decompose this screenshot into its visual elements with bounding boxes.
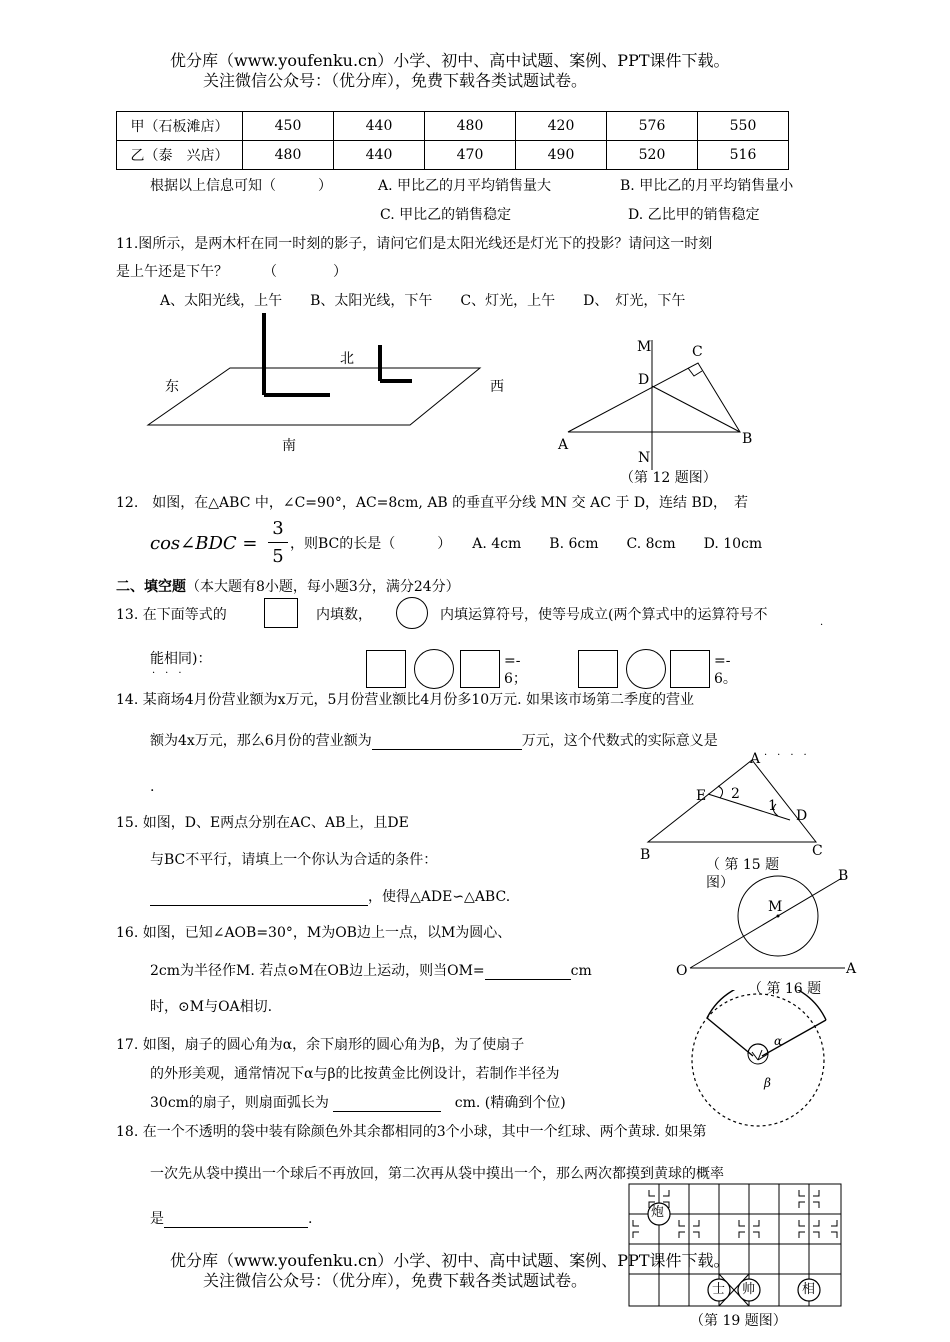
q14-line-2 [150,732,718,750]
q11-options: A、太阳光线，上午 B、太阳光线，下午 C、灯光，上午 D、 灯光，下午 [160,293,686,309]
chess-piece-shi: 士 [712,1282,726,1297]
q10-option-b: B. 甲比乙的月平均销售量小 [620,178,794,194]
q18-line-1: 18. 在一个不透明的袋中装有除颜色外其余都相同的3个小球，其中一个红球、两个黄球. 如果第 [116,1124,707,1140]
q12-line-2: ，则BC的长是（ ） A. 4cm B. 6cm C. 8cm D. 10cm [290,536,763,552]
label-south: 南 [282,438,296,454]
q14-text-b: 万元，这个代数式的实际意义是 [521,733,718,749]
q16-line-3: 时，⊙M与OA相切. [150,999,273,1015]
q12-triangle-figure [560,340,760,470]
q14-line-3: . [150,779,155,795]
number-box-sample [264,598,298,628]
label-m: M [768,899,783,915]
label-angle-2: 2 [731,786,740,802]
table-cell: 490 [516,141,607,170]
q11-line-2: 是上午还是下午？ （ ） [116,264,347,280]
emphasis-dot: · [820,620,824,631]
q18-answer-blank[interactable] [164,1211,308,1228]
fraction-denominator: 5 [272,546,284,567]
sales-table [116,111,789,170]
q16-text-b: cm [570,963,592,979]
q15-triangle-figure [640,758,830,848]
section-2-heading [116,578,460,596]
label-b: B [640,847,651,863]
q14-answer-blank[interactable] [372,733,522,750]
label-d: D [796,808,808,824]
table-cell: 甲（石板滩店） [117,112,243,141]
q13-text-3: 内填运算符号，使等号成立(两个算式中的运算符号不 [440,607,768,623]
table-cell: 576 [607,112,698,141]
label-alpha: α [774,1034,783,1048]
q17-line-2: 的外形美观，通常情况下α与β的比按黄金比例设计，若制作半径为 [150,1066,560,1082]
q15-line-3 [150,888,510,906]
header-line-2: 关注微信公众号：（优分库），免费下载各类试题试卷。 [203,71,588,90]
table-row [117,141,789,170]
eq2-rhs: =- [714,653,731,669]
label-a: A [846,961,857,977]
label-d: D [638,372,650,388]
label-c: C [692,344,703,360]
q15-text: ，使得△ADE∽△ABC. [368,889,511,905]
label-b: B [838,868,849,884]
label-a: A [558,437,569,453]
blank-number-box[interactable] [578,650,618,688]
q18-line-3 [150,1210,312,1228]
table-cell: 440 [334,112,425,141]
table-cell: 516 [698,141,789,170]
q17-text-a: 30cm的扇子，则扇面弧长为 [150,1095,329,1111]
q14-line-1: 14. 某商场4月份营业额为x万元，5月份营业额比4月份多10万元. 如果该市场第二季度的营业 [116,692,695,708]
q12-caption: （第 12 题图） [620,470,717,486]
q12-line-1: 12. 如图，在△ABC 中，∠C=90°，AC=8cm, AB 的垂直平分线 MN 交 AC 于 D，连结 BD， 若 [116,495,749,511]
emphasis-dots: · · · [152,668,182,679]
label-beta: β [764,1076,771,1090]
label-c: C [812,843,823,859]
header-line-1: 优分库（www.youfenku.cn）小学、初中、高中试题、案例、PPT课件下载。 [170,51,730,70]
table-cell: 450 [243,112,334,141]
fraction-bar [268,542,288,543]
footer-line-2: 关注微信公众号：（优分库），免费下载各类试题试卷。 [203,1271,588,1290]
label-o: O [676,963,688,979]
blank-operator-circle[interactable] [414,649,454,689]
label-n: N [638,450,651,466]
blank-number-box[interactable] [366,650,406,688]
q15-line-2: 与BC不平行，请填上一个你认为合适的条件： [150,852,438,868]
table-cell: 480 [425,112,516,141]
q15-caption-2: 图） [706,875,734,891]
q15-caption-1: （ 第 15 题 [706,857,780,873]
label-e: E [696,788,707,804]
table-cell: 470 [425,141,516,170]
table-cell: 520 [607,141,698,170]
chess-piece-pao: 炮 [651,1205,665,1220]
label-east: 东 [165,379,179,395]
q13-line-2: 能相同)： [150,651,212,667]
label-west: 西 [490,379,504,395]
q18-text-b: . [308,1211,313,1227]
cos-bdc-label: cos∠BDC = [150,533,258,554]
q11-line-1: 11.图所示，是两木杆在同一时刻的影子，请问它们是太阳光线还是灯光下的投影？请问这一时刻 [116,236,713,252]
q10-stem: 根据以上信息可知（ ） [150,178,332,194]
q18-line-2: 一次先从袋中摸出一个球后不再放回，第二次再从袋中摸出一个，那么两次都摸到黄球的概率 [150,1166,724,1182]
blank-number-box[interactable] [460,650,500,688]
q11-shadow-figure [140,305,520,435]
operator-circle-sample [396,597,428,629]
q15-line-1: 15. 如图，D、E两点分别在AC、AB上，且DE [116,815,409,831]
q18-text-a: 是 [150,1211,164,1227]
q17-line-1: 17. 如图，扇子的圆心角为α，余下扇形的圆心角为β，为了使扇子 [116,1037,525,1053]
q17-fan-figure [690,990,840,1140]
table-cell: 420 [516,112,607,141]
q13-text-1: 13. 在下面等式的 [116,607,227,623]
section-2-note: （本大题有8小题，每小题3分，满分24分） [186,579,460,595]
blank-operator-circle[interactable] [626,649,666,689]
q16-caption: （ 第 16 题 [748,981,822,997]
chess-piece-xiang: 相 [802,1282,816,1297]
eq2-tail: 6。 [714,671,737,687]
q14-text-a: 额为4x万元，那么6月份的营业额为 [150,733,372,749]
q10-option-a: A. 甲比乙的月平均销售量大 [378,178,552,194]
q17-line-3 [150,1094,566,1112]
table-row [117,112,789,141]
fraction-numerator: 3 [272,518,284,539]
label-b: B [742,431,753,447]
q16-circle-figure [680,860,860,972]
table-cell: 440 [334,141,425,170]
label-a: A [750,751,761,767]
q10-option-c: C. 甲比乙的销售稳定 [380,207,512,223]
q17-text-b: cm. (精确到个位) [454,1095,566,1111]
chess-piece-shuai: 帅 [742,1282,756,1297]
q19-caption: （第 19 题图） [690,1313,787,1329]
section-2-title: 二、填空题 [116,579,186,595]
q10-option-d: D. 乙比甲的销售稳定 [628,207,760,223]
q16-text-a: 2cm为半径作M. 若点⊙M在OB边上运动，则当OM= [150,963,485,979]
q16-line-1: 16. 如图，已知∠AOB=30°，M为OB边上一点，以M为圆心、 [116,925,512,941]
q13-text-2: 内填数， [316,607,372,623]
label-angle-1: 1 [768,798,777,814]
table-cell: 550 [698,112,789,141]
table-cell: 乙（泰 兴店） [117,141,243,170]
q16-line-2 [150,962,592,980]
emphasis-dots: · · · · [764,750,807,761]
eq1-tail: 6； [504,671,527,687]
label-north: 北 [340,351,354,367]
footer-line-1: 优分库（www.youfenku.cn）小学、初中、高中试题、案例、PPT课件下载。 [170,1251,730,1270]
q17-answer-blank[interactable] [333,1095,441,1112]
label-m: M [637,339,652,355]
table-cell: 480 [243,141,334,170]
q15-answer-blank[interactable] [150,889,368,906]
eq1-rhs: =- [504,653,521,669]
q16-answer-blank[interactable] [485,963,571,980]
blank-number-box[interactable] [670,650,710,688]
